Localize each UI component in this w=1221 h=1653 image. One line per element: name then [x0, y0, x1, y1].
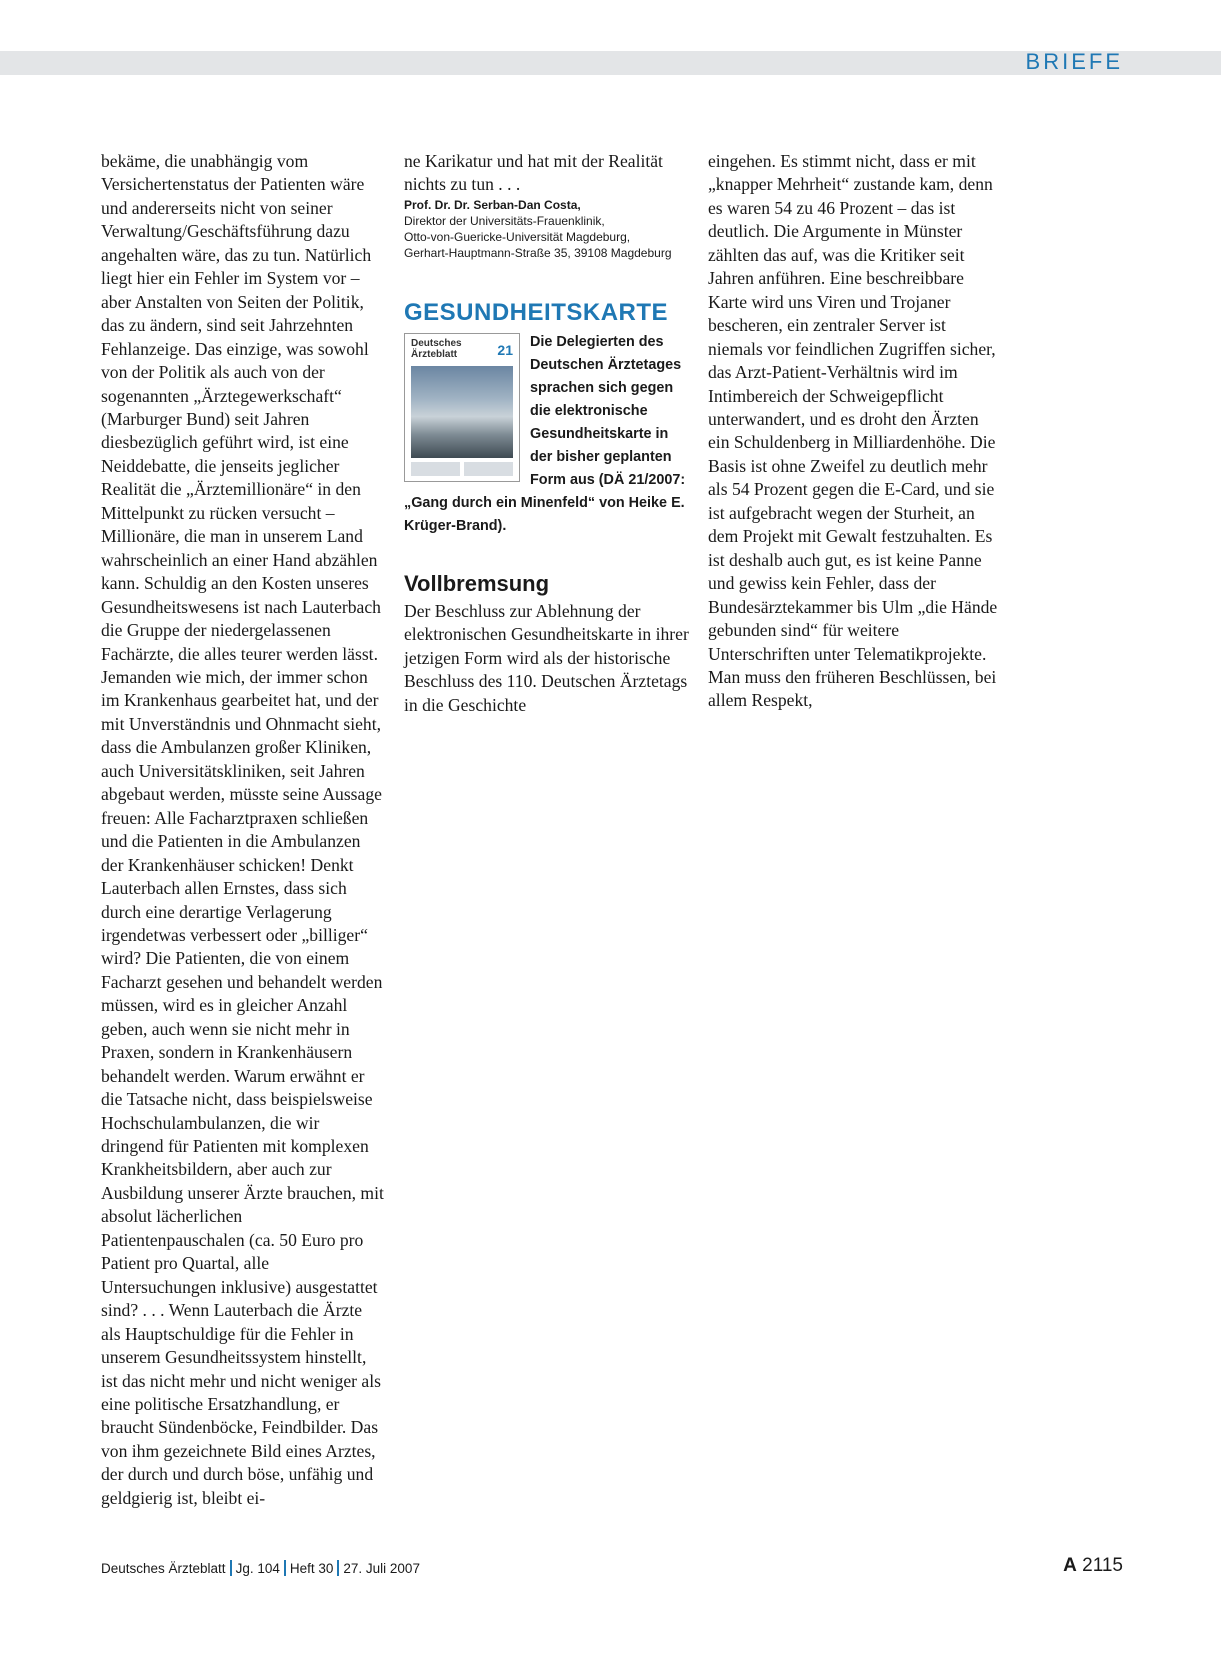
letter-body-text: bekäme, die unabhängig vom Versichertenstatus der Patienten wäre und andererseits nicht von seiner Verwaltung/Geschäftsführung dazu angehalten wäre, das zu tun. Natürlich liegt hier ein Fehler im System vor – aber Anstalten von Seiten der Politik, das zu ändern, sind seit Jahrzehnten Fehlanzeige. Das einzige, was sowohl von der Politik als auch von der sogenannten „Ärztegewerkschaft“ (Marburger Bund) seit Jahren diesbezüglich geführt wird, ist eine Neiddebatte, die jenseits jeglicher Realität die „Ärztemillionäre“ in den Mittelpunkt zu rücken versucht – Millionäre, die man in unserem Land wahrscheinlich an einer Hand abzählen kann. Schuldig an den Kosten unseres Gesundheitswesens ist nach Lauterbach die Gruppe der niedergelassenen Fachärzte, die alles teurer werden lässt. Jemanden wie mich, der immer schon im Krankenhaus gearbeitet hat, und der mit Unverständnis und Ohnmacht sieht, dass die Ambulanzen großer Kliniken, auch Universitätskliniken, seit Jahren abgebaut werden, müsste seine Aussage freuen: Alle Facharztpraxen schließen und die Patienten in die Ambulanzen der Krankenhäuser schicken! Denkt Lauterbach allen Ernstes, dass sich durch eine derartige Verlagerung irgendetwas verbessert oder „billiger“ wird? Die Patienten, die von einem Facharzt gesehen und behandelt werden müssen, wird es in gleicher Anzahl geben, auch wenn sie nicht mehr in Praxen, sondern in Krankenhäusern behandelt werden. Warum erwähnt er die Tatsache nicht, dass beispielsweise Hochschulambulanzen, die wir dringend für Patienten mit komplexen Krankheitsbildern, aber auch zur Ausbildung unserer Ärzte brauchen, mit absolut lächerlichen Patientenpauschalen (ca. 50 Euro pro Patient pro Quartal, alle Untersuchungen inklusive) ausgestattet sind? . . . Wenn Lauterbach die Ärzte als Hauptschuldige für die Fehler in unserem Gesundheitssystem hinstellt, ist das nicht mehr und nicht weniger als eine politische Ersatzhandlung, er braucht Sündenböcke, Feindbilder. Das von ihm gezeichnete Bild eines Arztes, der durch und durch böse, unfähig und geldgierig ist, bleibt ei- — [101, 151, 384, 1508]
footer-issue: Heft 30 — [289, 1561, 334, 1576]
magazine-cover-image — [404, 333, 520, 482]
cover-footer-strip — [411, 462, 513, 476]
letter-body-text: Der Beschluss zur Ablehnung der elektronischen Gesundheitskarte in ihrer jetzigen Form wird als der historische Beschluss des 110. Deutschen Ärztetags in die Geschichte — [404, 600, 689, 715]
signature-affiliation: Direktor der Universitäts-Frauenklinik, — [404, 213, 605, 228]
signature-university: Otto-von-Guericke-Universität Magdeburg, — [404, 229, 631, 244]
page-prefix: A — [1063, 1555, 1077, 1576]
footer-publication: Deutsches Ärzteblatt — [101, 1561, 226, 1576]
teaser-block — [404, 331, 694, 538]
column-1 — [101, 150, 384, 1510]
column-3 — [708, 150, 998, 713]
footer-volume: Jg. 104 — [235, 1561, 280, 1576]
letter-ending-text: ne Karikatur und hat mit der Realität nichts zu tun . . . — [404, 151, 663, 195]
letter-body-text: eingehen. Es stimmt nicht, dass er mit „knapper Mehrheit“ zustande kam, denn es waren 54 zu 46 Prozent – das ist deutlich. Die Argumente in Münster zählten das auf, was die Kritiker seit Jahren anführen. Eine beschreibbare Karte wird uns Viren und Trojaner bescheren, ein zentraler Server ist niemals vor feindlichen Zugriffen sicher, das Arzt-Patient-Verhältnis wird im Intimbereich der Schweigepflicht unterwandert, und es droht den Ärzten ein Schuldenberg in Milliardenhöhe. Die Basis ist ohne Zweifel zu deutlich mehr als 54 Prozent gegen die E-Card, und sie ist aufgebracht wegen der Sturheit, an dem Projekt mit Gewalt festzuhalten. Es ist deshalb auch gut, es ist keine Panne und gewiss kein Fehler, dass der Bundesärztekammer bis Ulm „die Hände gebunden sind“ für weitere Unterschriften unter Telematikprojekte. Man muss den früheren Beschlüssen, bei allem Respekt, — [708, 151, 998, 711]
page-number-value: 2115 — [1082, 1555, 1123, 1576]
footer-separator — [230, 1560, 232, 1576]
teaser-text: Die Delegierten des Deutschen Ärztetages sprachen sich gegen die elektronische Gesundheitskarte in der bisher geplanten Form aus (DÄ 21/2007: „Gang durch ein Minenfeld“ von Heike E. Krüger-Brand). — [404, 333, 686, 534]
page-number — [1063, 1555, 1123, 1577]
section-kicker: GESUNDHEITSKARTE — [404, 298, 669, 326]
cover-issue-number: 21 — [497, 341, 513, 358]
signature-name: Prof. Dr. Dr. Serban-Dan Costa, — [404, 197, 581, 212]
section-label: BRIEFE — [1025, 49, 1123, 74]
footer-date: 27. Juli 2007 — [343, 1561, 420, 1576]
letter-headline: Vollbremsung — [404, 570, 550, 596]
footer-separator — [337, 1560, 339, 1576]
signature-address: Gerhart-Hauptmann-Straße 35, 39108 Magdeburg — [404, 245, 672, 260]
footer-citation — [101, 1560, 420, 1576]
cover-title: Deutsches Ärzteblatt — [411, 337, 462, 360]
column-2 — [404, 150, 694, 717]
footer-separator — [284, 1560, 286, 1576]
cover-photo — [411, 366, 513, 458]
